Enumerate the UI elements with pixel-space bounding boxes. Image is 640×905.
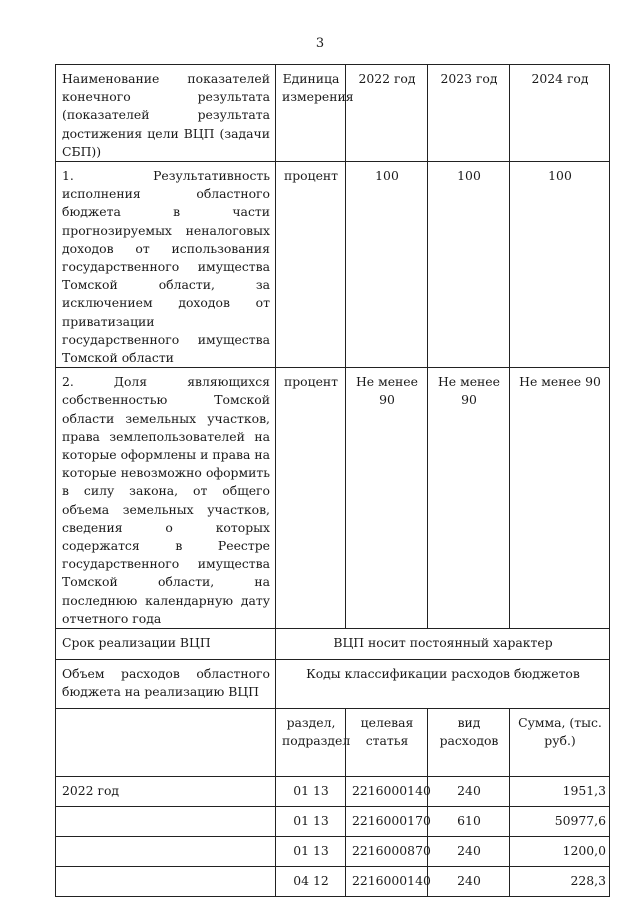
indicator-value-2022: 100 (346, 162, 428, 368)
table-row (56, 368, 610, 629)
budget-header-row (56, 660, 610, 709)
header-unit: Единица измерения (276, 65, 346, 162)
entry-section: 04 12 (276, 867, 346, 897)
entry-year (56, 807, 276, 837)
budget-columns-row (56, 709, 610, 777)
col-sum: Сумма, (тыс. руб.) (510, 709, 610, 777)
budget-label: Объем расходов областного бюджета на реализацию ВЦП (56, 660, 276, 709)
entry-target: 2216000870 (346, 837, 428, 867)
indicator-value-2024: Не менее 90 (510, 368, 610, 629)
entry-target: 2216000140 (346, 777, 428, 807)
entry-kind: 610 (428, 807, 510, 837)
entry-target: 2216000140 (346, 867, 428, 897)
col-section: раздел, подраздел (276, 709, 346, 777)
indicator-value-2022: Не менее 90 (346, 368, 428, 629)
entry-year: 2022 год (56, 777, 276, 807)
entry-sum: 1951,3 (510, 777, 610, 807)
entry-target: 2216000170 (346, 807, 428, 837)
indicator-unit: процент (276, 162, 346, 368)
entry-section: 01 13 (276, 837, 346, 867)
budget-entry-row (56, 777, 610, 807)
header-indicator: Наименование показателей конечного результата (показателей результата достижения цели ВЦП (задачи СБП)) (56, 65, 276, 162)
col-kind: вид расходов (428, 709, 510, 777)
entry-year (56, 867, 276, 897)
header-2023: 2023 год (428, 65, 510, 162)
term-label: Срок реализации ВЦП (56, 629, 276, 660)
header-2024: 2024 год (510, 65, 610, 162)
indicator-unit: процент (276, 368, 346, 629)
budget-entry-row (56, 867, 610, 897)
col-target: целевая статья (346, 709, 428, 777)
entry-kind: 240 (428, 837, 510, 867)
entry-section: 01 13 (276, 777, 346, 807)
entry-kind: 240 (428, 777, 510, 807)
table-row (56, 162, 610, 368)
page-number: 3 (315, 36, 325, 51)
term-value: ВЦП носит постоянный характер (276, 629, 610, 660)
indicator-value-2023: Не менее 90 (428, 368, 510, 629)
budget-entry-row (56, 837, 610, 867)
entry-year (56, 837, 276, 867)
table-header-row (56, 65, 610, 162)
entry-sum: 1200,0 (510, 837, 610, 867)
empty-cell (56, 709, 276, 777)
header-2022: 2022 год (346, 65, 428, 162)
entry-kind: 240 (428, 867, 510, 897)
indicator-name: 1. Результативность исполнения областного бюджета в части прогнозируемых неналоговых доходов от использования государственного имущества Томской области, за исключением доходов от приватизации государственного имущества Томской области (56, 162, 276, 368)
budget-entry-row (56, 807, 610, 837)
indicator-value-2023: 100 (428, 162, 510, 368)
entry-sum: 50977,6 (510, 807, 610, 837)
indicator-value-2024: 100 (510, 162, 610, 368)
term-row (56, 629, 610, 660)
indicators-table (55, 64, 610, 897)
entry-section: 01 13 (276, 807, 346, 837)
codes-title: Коды классификации расходов бюджетов (276, 660, 610, 709)
indicator-name: 2. Доля являющихся собственностью Томской области земельных участков, права землепользователей на которые оформлены и права на которые невозможно оформить в силу закона, от общего объема земельных участков, сведения о которых содержатся в Реестре государственного имущества Томской области, на последнюю календарную дату отчетного года (56, 368, 276, 629)
entry-sum: 228,3 (510, 867, 610, 897)
